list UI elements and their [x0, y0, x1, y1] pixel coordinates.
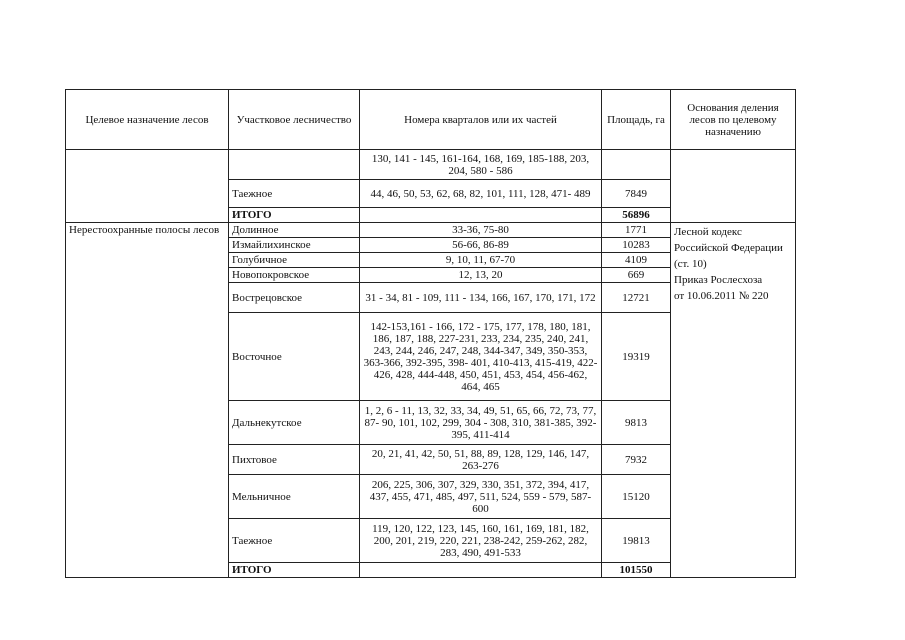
quarters-cell: 1, 2, 6 - 11, 13, 32, 33, 34, 49, 51, 65, 66, 72, 73, 77, 87- 90, 101, 102, 299, 304 - 308, 310, 381-385, 392-395, 411-414: [360, 401, 602, 445]
total-label: ИТОГО: [229, 563, 360, 578]
quarters-cell: 119, 120, 122, 123, 145, 160, 161, 169, 181, 182, 200, 201, 219, 220, 221, 238-242, 259-262, 282, 283, 490, 491-533: [360, 519, 602, 563]
total-value: 56896: [602, 208, 671, 223]
area-cell: 12721: [602, 283, 671, 313]
forestry-cell: Измайлихинское: [229, 238, 360, 253]
basis-line: (ст. 10): [674, 258, 707, 270]
area-cell: 4109: [602, 253, 671, 268]
purpose-cell-empty: [66, 150, 229, 223]
quarters-cell: 20, 21, 41, 42, 50, 51, 88, 89, 128, 129, 146, 147, 263-276: [360, 445, 602, 475]
forestry-cell: Дальнекутское: [229, 401, 360, 445]
basis-cell-empty: [671, 150, 796, 223]
total-value: 101550: [602, 563, 671, 578]
quarters-cell: 206, 225, 306, 307, 329, 330, 351, 372, 394, 417, 437, 455, 471, 485, 497, 511, 524, 559 - 579, 587-600: [360, 475, 602, 519]
total-quarters-empty: [360, 563, 602, 578]
table-header-row: [66, 90, 796, 150]
area-cell: 669: [602, 268, 671, 283]
forestry-cell: Вострецовское: [229, 283, 360, 313]
area-cell: 7849: [602, 180, 671, 208]
forestry-cell: Таежное: [229, 180, 360, 208]
header-quarters: Номера кварталов или их частей: [360, 90, 602, 150]
basis-line: от 10.06.2011 № 220: [674, 290, 769, 302]
table-row: [66, 150, 796, 180]
forestry-cell: Восточное: [229, 313, 360, 401]
quarters-cell: 44, 46, 50, 53, 62, 68, 82, 101, 111, 128, 471- 489: [360, 180, 602, 208]
area-cell: 19319: [602, 313, 671, 401]
forestry-cell: [229, 150, 360, 180]
forestry-cell: Новопокровское: [229, 268, 360, 283]
forestry-cell: Голубичное: [229, 253, 360, 268]
header-purpose: Целевое назначение лесов: [66, 90, 229, 150]
total-quarters-empty: [360, 208, 602, 223]
header-area: Площадь, га: [602, 90, 671, 150]
area-cell: 15120: [602, 475, 671, 519]
header-basis: Основания деления лесов по целевому назначению: [671, 90, 796, 150]
area-cell: 7932: [602, 445, 671, 475]
total-label: ИТОГО: [229, 208, 360, 223]
header-forestry: Участковое лесничество: [229, 90, 360, 150]
area-cell: 9813: [602, 401, 671, 445]
basis-line: Российской Федерации: [674, 242, 783, 254]
area-cell: [602, 150, 671, 180]
forest-purpose-table: [65, 89, 796, 578]
area-cell: 10283: [602, 238, 671, 253]
quarters-cell: 130, 141 - 145, 161-164, 168, 169, 185-188, 203, 204, 580 - 586: [360, 150, 602, 180]
quarters-cell: 9, 10, 11, 67-70: [360, 253, 602, 268]
basis-line: Приказ Рослесхоза: [674, 274, 763, 286]
forestry-cell: Мельничное: [229, 475, 360, 519]
area-cell: 19813: [602, 519, 671, 563]
quarters-cell: 56-66, 86-89: [360, 238, 602, 253]
quarters-cell: 31 - 34, 81 - 109, 111 - 134, 166, 167, 170, 171, 172: [360, 283, 602, 313]
table-row: [66, 223, 796, 238]
purpose-cell: Нерестоохранные полосы лесов: [66, 223, 229, 578]
forestry-cell: Пихтовое: [229, 445, 360, 475]
quarters-cell: 142-153,161 - 166, 172 - 175, 177, 178, 180, 181, 186, 187, 188, 227-231, 233, 234, 235, 240, 241, 243, 244, 246, 247, 248, 344-347, 349, 350-353, 363-366, 392-395, 398- 401, 410-413, 415-419, 422-426, 428, 444-448, 450, 451, 453, 454, 456-462, 464, 465: [360, 313, 602, 401]
forestry-cell: Таежное: [229, 519, 360, 563]
area-cell: 1771: [602, 223, 671, 238]
quarters-cell: 33-36, 75-80: [360, 223, 602, 238]
basis-line: Лесной кодекс: [674, 226, 742, 238]
forestry-cell: Долинное: [229, 223, 360, 238]
quarters-cell: 12, 13, 20: [360, 268, 602, 283]
basis-cell: [671, 223, 796, 578]
